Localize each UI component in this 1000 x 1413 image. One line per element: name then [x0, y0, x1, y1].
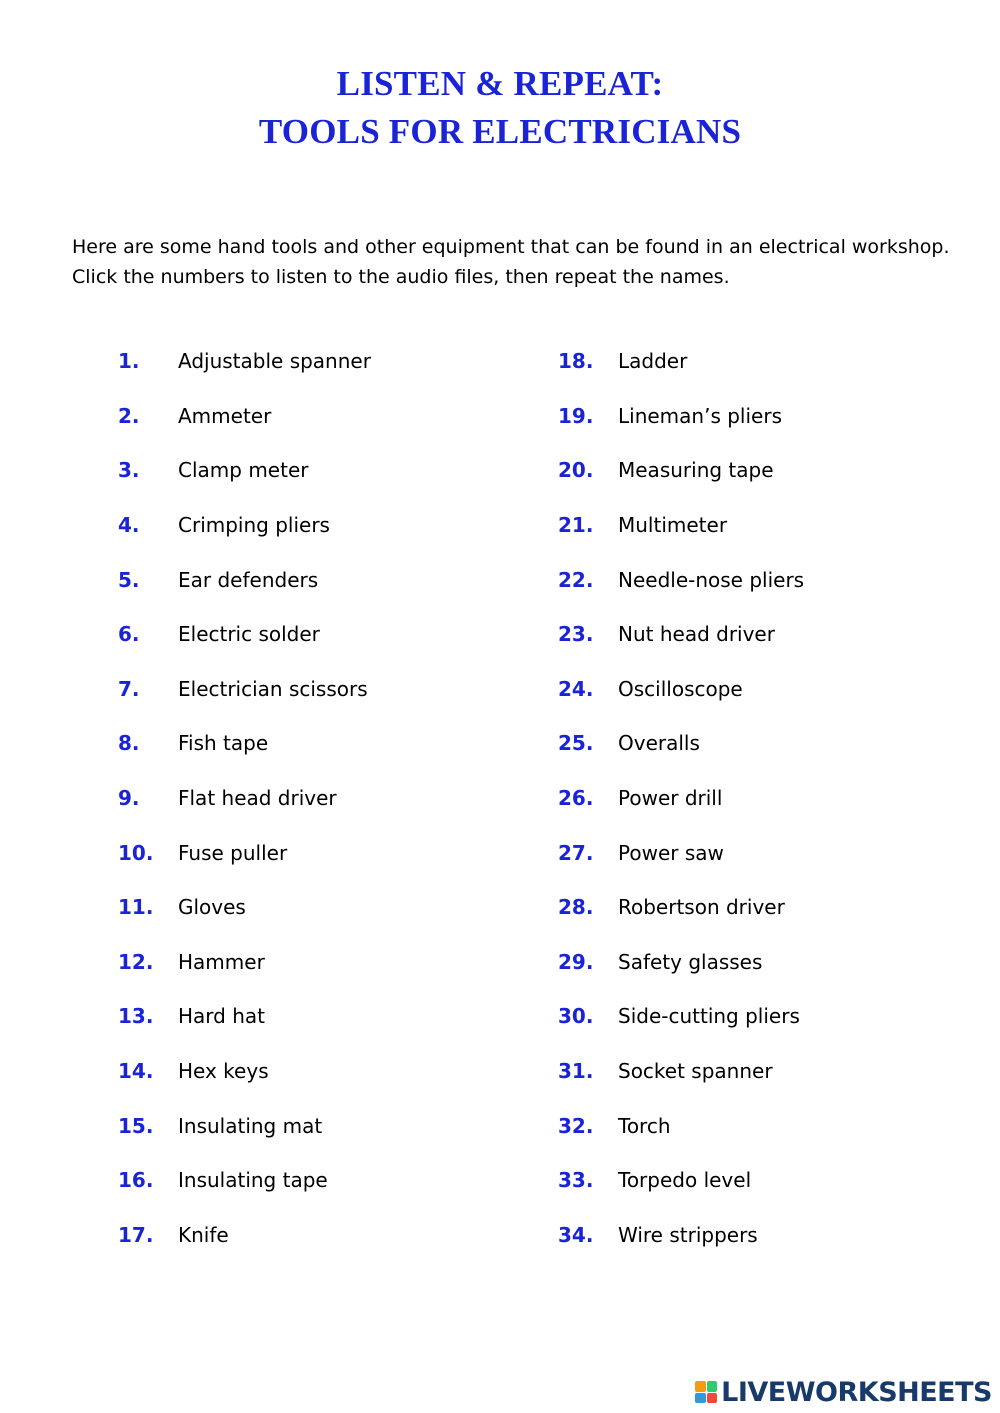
- list-item: [118, 880, 371, 935]
- instructions-line-1: Here are some hand tools and other equipment that can be found in an electrical workshop.: [72, 236, 950, 258]
- audio-number-button[interactable]: 25.: [558, 731, 594, 756]
- list-item: [558, 662, 804, 717]
- tool-name: Hex keys: [178, 1059, 269, 1084]
- tool-list-right-column: [558, 334, 804, 1262]
- audio-number-button[interactable]: 6.: [118, 622, 140, 647]
- tool-name: Insulating tape: [178, 1168, 328, 1193]
- audio-number-button[interactable]: 27.: [558, 840, 594, 865]
- list-item: [118, 1098, 371, 1153]
- audio-number-button[interactable]: 28.: [558, 895, 594, 920]
- list-item: [118, 716, 371, 771]
- tool-name: Ladder: [618, 349, 688, 374]
- tool-name: Robertson driver: [618, 895, 785, 920]
- tool-name: Power drill: [618, 786, 723, 811]
- audio-number-button[interactable]: 19.: [558, 403, 594, 428]
- list-item: [118, 334, 371, 389]
- list-item: [118, 771, 371, 826]
- page-title-line-2: TOOLS FOR ELECTRICIANS: [258, 112, 742, 151]
- list-item: [558, 880, 804, 935]
- list-item: [118, 989, 371, 1044]
- audio-number-button[interactable]: 33.: [558, 1168, 594, 1193]
- instructions-line-2: Click the numbers to listen to the audio files, then repeat the names.: [72, 266, 730, 288]
- audio-number-button[interactable]: 18.: [558, 349, 594, 374]
- list-item: [118, 1208, 371, 1263]
- liveworksheets-logo-icon: [695, 1381, 717, 1403]
- list-item: [558, 1153, 804, 1208]
- tool-name: Oscilloscope: [618, 676, 743, 701]
- tool-name: Side-cutting pliers: [618, 1004, 800, 1029]
- audio-number-button[interactable]: 29.: [558, 949, 594, 974]
- list-item: [118, 607, 371, 662]
- audio-number-button[interactable]: 13.: [118, 1004, 154, 1029]
- logo-square-3: [695, 1393, 706, 1404]
- tool-name: Crimping pliers: [178, 513, 330, 538]
- page-title-line-1: LISTEN & REPEAT:: [336, 64, 664, 103]
- audio-number-button[interactable]: 26.: [558, 786, 594, 811]
- audio-number-button[interactable]: 32.: [558, 1113, 594, 1138]
- audio-number-button[interactable]: 3.: [118, 458, 140, 483]
- audio-number-button[interactable]: 14.: [118, 1059, 154, 1084]
- list-item: [118, 498, 371, 553]
- list-item: [118, 662, 371, 717]
- audio-number-button[interactable]: 9.: [118, 786, 140, 811]
- audio-number-button[interactable]: 21.: [558, 513, 594, 538]
- list-item: [118, 1044, 371, 1099]
- list-item: [558, 989, 804, 1044]
- tool-name: Hammer: [178, 949, 265, 974]
- list-item: [118, 825, 371, 880]
- list-item: [118, 389, 371, 444]
- tool-name: Measuring tape: [618, 458, 774, 483]
- list-item: [558, 443, 804, 498]
- audio-number-button[interactable]: 1.: [118, 349, 140, 374]
- audio-number-button[interactable]: 5.: [118, 567, 140, 592]
- tool-name: Gloves: [178, 895, 246, 920]
- tool-name: Torpedo level: [618, 1168, 752, 1193]
- list-item: [118, 443, 371, 498]
- list-item: [558, 1098, 804, 1153]
- tool-name: Nut head driver: [618, 622, 775, 647]
- tool-name: Hard hat: [178, 1004, 265, 1029]
- tool-name: Adjustable spanner: [178, 349, 371, 374]
- audio-number-button[interactable]: 30.: [558, 1004, 594, 1029]
- list-item: [558, 389, 804, 444]
- tool-name: Flat head driver: [178, 786, 337, 811]
- tool-name: Socket spanner: [618, 1059, 773, 1084]
- list-item: [558, 552, 804, 607]
- audio-number-button[interactable]: 23.: [558, 622, 594, 647]
- tool-name: Insulating mat: [178, 1113, 323, 1138]
- audio-number-button[interactable]: 17.: [118, 1222, 154, 1247]
- tool-name: Multimeter: [618, 513, 728, 538]
- tool-name: Electrician scissors: [178, 676, 368, 701]
- audio-number-button[interactable]: 11.: [118, 895, 154, 920]
- tool-name: Electric solder: [178, 622, 320, 647]
- audio-number-button[interactable]: 16.: [118, 1168, 154, 1193]
- tool-name: Knife: [178, 1222, 229, 1247]
- list-item: [118, 552, 371, 607]
- audio-number-button[interactable]: 22.: [558, 567, 594, 592]
- audio-number-button[interactable]: 12.: [118, 949, 154, 974]
- tool-name: Torch: [618, 1113, 671, 1138]
- audio-number-button[interactable]: 15.: [118, 1113, 154, 1138]
- list-item: [558, 498, 804, 553]
- tool-name: Wire strippers: [618, 1222, 758, 1247]
- tool-name: Safety glasses: [618, 949, 763, 974]
- tool-name: Lineman’s pliers: [618, 403, 782, 428]
- tool-name: Clamp meter: [178, 458, 309, 483]
- tool-name: Fuse puller: [178, 840, 288, 865]
- tool-name: Power saw: [618, 840, 724, 865]
- list-item: [558, 716, 804, 771]
- tool-name: Ear defenders: [178, 567, 319, 592]
- list-item: [558, 1208, 804, 1263]
- audio-number-button[interactable]: 34.: [558, 1222, 594, 1247]
- list-item: [558, 935, 804, 990]
- list-item: [118, 935, 371, 990]
- logo-square-1: [695, 1381, 706, 1392]
- tool-list-left-column: [118, 334, 371, 1262]
- list-item: [558, 825, 804, 880]
- audio-number-button[interactable]: 2.: [118, 403, 140, 428]
- tool-name: Ammeter: [178, 403, 272, 428]
- list-item: [558, 334, 804, 389]
- brand-name: LIVEWORKSHEETS: [721, 1376, 992, 1408]
- logo-square-4: [707, 1393, 718, 1404]
- tool-name: Needle-nose pliers: [618, 567, 805, 592]
- audio-number-button[interactable]: 8.: [118, 731, 140, 756]
- liveworksheets-brand[interactable]: [695, 1375, 992, 1409]
- audio-number-button[interactable]: 20.: [558, 458, 594, 483]
- audio-number-button[interactable]: 4.: [118, 513, 140, 538]
- logo-square-2: [707, 1381, 718, 1392]
- audio-number-button[interactable]: 31.: [558, 1059, 594, 1084]
- list-item: [558, 1044, 804, 1099]
- audio-number-button[interactable]: 7.: [118, 676, 140, 701]
- audio-number-button[interactable]: 24.: [558, 676, 594, 701]
- list-item: [558, 771, 804, 826]
- audio-number-button[interactable]: 10.: [118, 840, 154, 865]
- tool-name: Overalls: [618, 731, 700, 756]
- list-item: [118, 1153, 371, 1208]
- list-item: [558, 607, 804, 662]
- tool-name: Fish tape: [178, 731, 269, 756]
